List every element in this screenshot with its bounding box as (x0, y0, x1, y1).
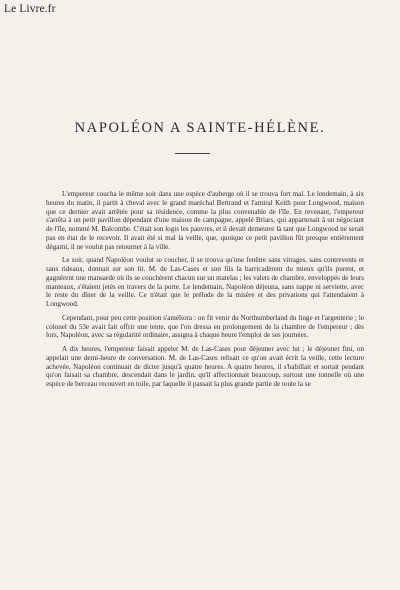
site-watermark: Le Livre.fr (4, 3, 56, 15)
article-title: NAPOLÉON A SAINTE-HÉLÈNE. (74, 119, 326, 136)
paragraph: Le soir, quand Napoléon voulut se coucher, il se trouva qu'une fenêtre sans vitrages, sans contrevents et sans rideaux, donnait sur son lit. M. de Las-Cases et son fils la barricadèrent du mieux qu'ils purent, et gagnèrent une mansarde où ils se couchèrent chacun sur un matelas ; les valets de chambre, enveloppés de leurs manteaux, s'étaient jetés en travers de la porte. Le lendemain, Napoléon déjeuna, sans nappe ni serviette, avec le reste du dîner de la veille. Ce n'était que le prélude de la misère et des privations qui l'attendaient à Longwood. (46, 256, 364, 308)
paragraph: L'empereur coucha le même soir dans une espèce d'auberge où il se trouva fort mal. Le lendemain, à six heures du matin, il partit à cheval avec le grand maréchal Bertrand et l'amiral Keith pour Longwood, maison que ce dernier avait arrêtée pour sa résidence, comme la plus convenable de l'île. En revenant, l'empereur s'arrêta à un petit pavillon dépendant d'une maison de campagne, appelé Briars, qui appartenait à un négociant de l'île, nommé M. Balcombe. C'était son logis les pauvres, et il devait demeurer là tant que Longwood ne serait pas en état de le recevoir. Il avait été si mal la veille, que, quoique ce petit pavillon fût presque entièrement dégarni, il ne voulut pas retourner à la ville. (46, 190, 364, 251)
title-divider (175, 153, 210, 154)
paragraph: Cependant, pour peu cette position s'améliora : on fit venir du Northumberland du linge et l'argenterie ; le colonel du 53e avait fait offrir une tente, que l'on dressa en prolongement de la chambre de l'empereur ; dès lors, Napoléon, avec sa régularité ordinaire, assigna à chaque heure l'emploi de ses journées. (46, 313, 364, 340)
article-body (46, 190, 364, 389)
paragraph: A dix heures, l'empereur faisait appeler M. de Las-Cases pour déjeuner avec lui ; le déjeuner fini, on appelait une demi-heure de conversation. M. de Las-Cases relisait ce qu'on avait écrit la veille, cette lecture achevée, Napoléon continuait de dicter jusqu'à quatre heures. A quatre heures, il s'habillait et sortait pendant qu'on faisait sa chambre, descendait dans le jardin, qu'il affectionnait beaucoup, surtout une tonnelle où une espèce de berceau recouvert en toile, par laquelle il passait la plus grande partie de toute la se (46, 345, 364, 388)
